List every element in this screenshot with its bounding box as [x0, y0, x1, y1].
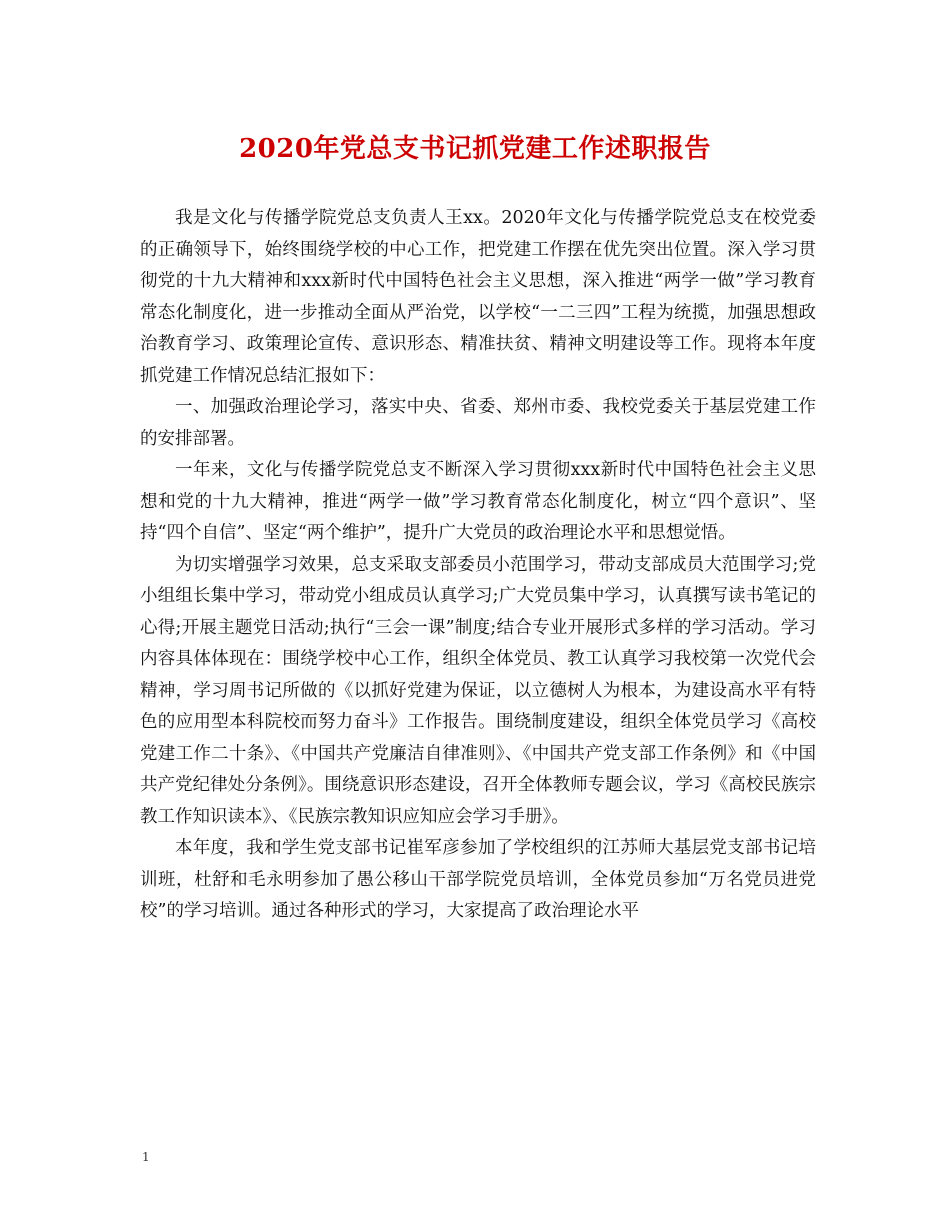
paragraph-study-methods: 为切实增强学习效果，总支采取支部委员小范围学习，带动支部成员大范围学习;党小组组长集中学习，带动党小组成员认真学习;广大党员集中学习，认真撰写读书笔记的心得;开展主题党日活动;执行“三会一课”制度;结合专业开展形式多样的学习活动。学习内容具体体现在：围绕学校中心工作，组织全体党员、教工认真学习我校第一次党代会精神，学习周书记所做的《以抓好党建为保证，以立德树人为根本，为建设高水平有特色的应用型本科院校而努力奋斗》工作报告。围绕制度建设，组织全体党员学习《高校党建工作二十条》、《中国共产党廉洁自律准则》、《中国共产党支部工作条例》和《中国共产党纪律处分条例》。围绕意识形态建设，召开全体教师专题会议，学习《高校民族宗教工作知识读本》、《民族宗教知识应知应会学习手册》。 [140, 554, 816, 827]
document-body [140, 203, 816, 928]
paragraph-study-overview: 一年来，文化与传播学院党总支不断深入学习贯彻xxx新时代中国特色社会主义思想和党的十九大精神，推进“两学一做”学习教育常态化制度化，树立“四个意识”、坚持“四个自信”、坚定“两个维护”，提升广大党员的政治理论水平和思想觉悟。 [140, 460, 816, 543]
paragraph-intro: 我是文化与传播学院党总支负责人王xx。2020年文化与传播学院党总支在校党委的正确领导下，始终围绕学校的中心工作，把党建工作摆在优先突出位置。深入学习贯彻党的十九大精神和xxx新时代中国特色社会主义思想，深入推进“两学一做”学习教育常态化制度化，进一步推动全面从严治党，以学校“一二三四”工程为统揽，加强思想政治教育学习、政策理论宣传、意识形态、精准扶贫、精神文明建设等工作。现将本年度抓党建工作情况总结汇报如下： [140, 208, 816, 386]
document-title: 2020年党总支书记抓党建工作述职报告 [239, 134, 711, 164]
page-number: 1 [142, 1150, 150, 1164]
paragraph-training: 本年度，我和学生党支部书记崔军彦参加了学校组织的江苏师大基层党支部书记培训班，杜舒和毛永明参加了愚公移山干部学院党员培训，全体党员参加“万名党员进党校”的学习培训。通过各种形式的学习，大家提高了政治理论水平 [140, 838, 816, 921]
paragraph-section-heading-1: 一、加强政治理论学习，落实中央、省委、郑州市委、我校党委关于基层党建工作的安排部署。 [140, 397, 816, 449]
